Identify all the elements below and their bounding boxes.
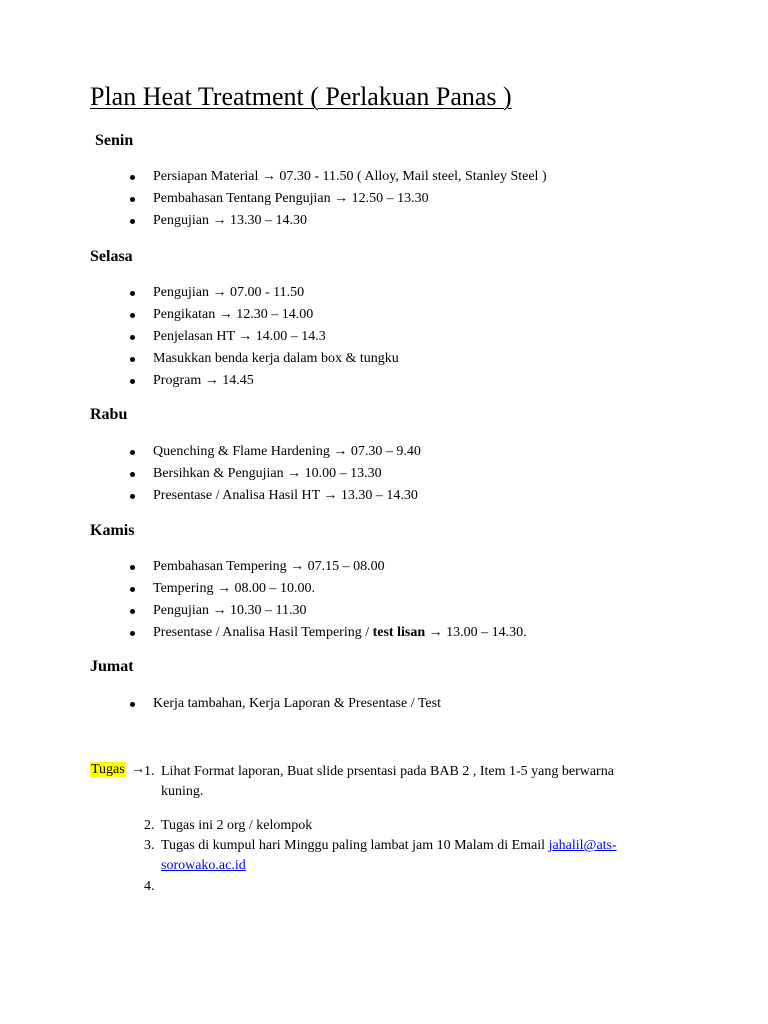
list-item: Presentase / Analisa Hasil HT → 13.30 – 14.30 <box>128 485 421 507</box>
list-item: Persiapan Material → 07.30 - 11.50 ( Alloy, Mail steel, Stanley Steel ) <box>128 166 547 188</box>
list-item: Quenching & Flame Hardening → 07.30 – 9.40 <box>128 441 421 463</box>
day-heading-selasa: Selasa <box>90 248 133 265</box>
list-item: Pembahasan Tempering → 07.15 – 08.00 <box>128 556 527 578</box>
list-item: Penjelasan HT → 14.00 – 14.3 <box>128 326 399 348</box>
list-item: Pengujian → 13.30 – 14.30 <box>128 210 547 232</box>
email-link[interactable]: jahalil@ats- <box>548 838 617 853</box>
tugas-label: Tugas <box>91 762 125 777</box>
list-item: Pembahasan Tentang Pengujian → 12.50 – 13.30 <box>128 188 547 210</box>
list-item: Pengujian → 07.00 - 11.50 <box>128 282 399 304</box>
list-item: Tempering → 08.00 – 10.00. <box>128 578 527 600</box>
kamis-list <box>128 556 527 644</box>
page-title: Plan Heat Treatment ( Perlakuan Panas ) <box>90 82 512 111</box>
tugas-section <box>90 762 145 778</box>
day-heading-jumat: Jumat <box>90 658 134 675</box>
day-heading-rabu: Rabu <box>90 406 128 423</box>
list-item: Program → 14.45 <box>128 370 399 392</box>
list-item: Presentase / Analisa Hasil Tempering / test lisan → 13.00 – 14.30. <box>128 622 527 644</box>
day-heading-senin: Senin <box>95 132 134 149</box>
list-item: Masukkan benda kerja dalam box & tungku <box>128 348 399 370</box>
list-item: Pengujian → 10.30 – 11.30 <box>128 600 527 622</box>
list-item: Kerja tambahan, Kerja Laporan & Presentase / Test <box>128 693 441 715</box>
jumat-list <box>128 693 441 715</box>
senin-list <box>128 166 547 232</box>
day-heading-kamis: Kamis <box>90 522 135 539</box>
list-item: Bersihkan & Pengujian → 10.00 – 13.30 <box>128 463 421 485</box>
list-item: Pengikatan → 12.30 – 14.00 <box>128 304 399 326</box>
email-link-continued[interactable]: sorowako.ac.id <box>161 858 246 873</box>
bold-text: test lisan <box>372 625 426 640</box>
selasa-list <box>128 282 399 392</box>
arrow-icon: → <box>131 762 146 777</box>
document-page: Plan Heat Treatment ( Perlakuan Panas ) Senin Persiapan Material → 07.30 - 11.50 ( Alloy, Mail steel, Stanley Steel ) Pembahasan Tentang Pengujian → 12.50 – 13.30 Pengujian → 13.30 – 14.30 Selasa Pengujian → 07.00 - 11.50 Pengikatan → 12.30 – 14.00 Penjelasan HT → 14.00 – 14.3 Masukkan benda kerja dalam box & tungku Program → 14.45 Rabu Quenching & Flame Hardening → 07.30 – 9.40 Bersihkan & Pengujian → 10.00 – 13.30 Presentase / Analisa Hasil HT → 13.30 – 14.30 Kamis Pembahasan Tempering → 07.15 – 08.00 Tempering → 08.00 – 10.00. Pengujian → 10.30 – 11.30 Presentase / Analisa Hasil Tempering / test lisan → 13.00 – 14.30. Jumat Kerja tambahan, Kerja Laporan & Presentase / Test Tugas → 1. Lihat Format laporan, Buat slide prsentasi pada BAB 2 , Item 1-5 yang berwarna kuning. 2. Tugas ini 2 org / kelompok 3. Tugas di kumpul hari Minggu paling lambat jam 10 Malam di Email jahalil@ats- sorowako.ac.id 4. <box>90 82 617 894</box>
rabu-list <box>128 441 421 507</box>
